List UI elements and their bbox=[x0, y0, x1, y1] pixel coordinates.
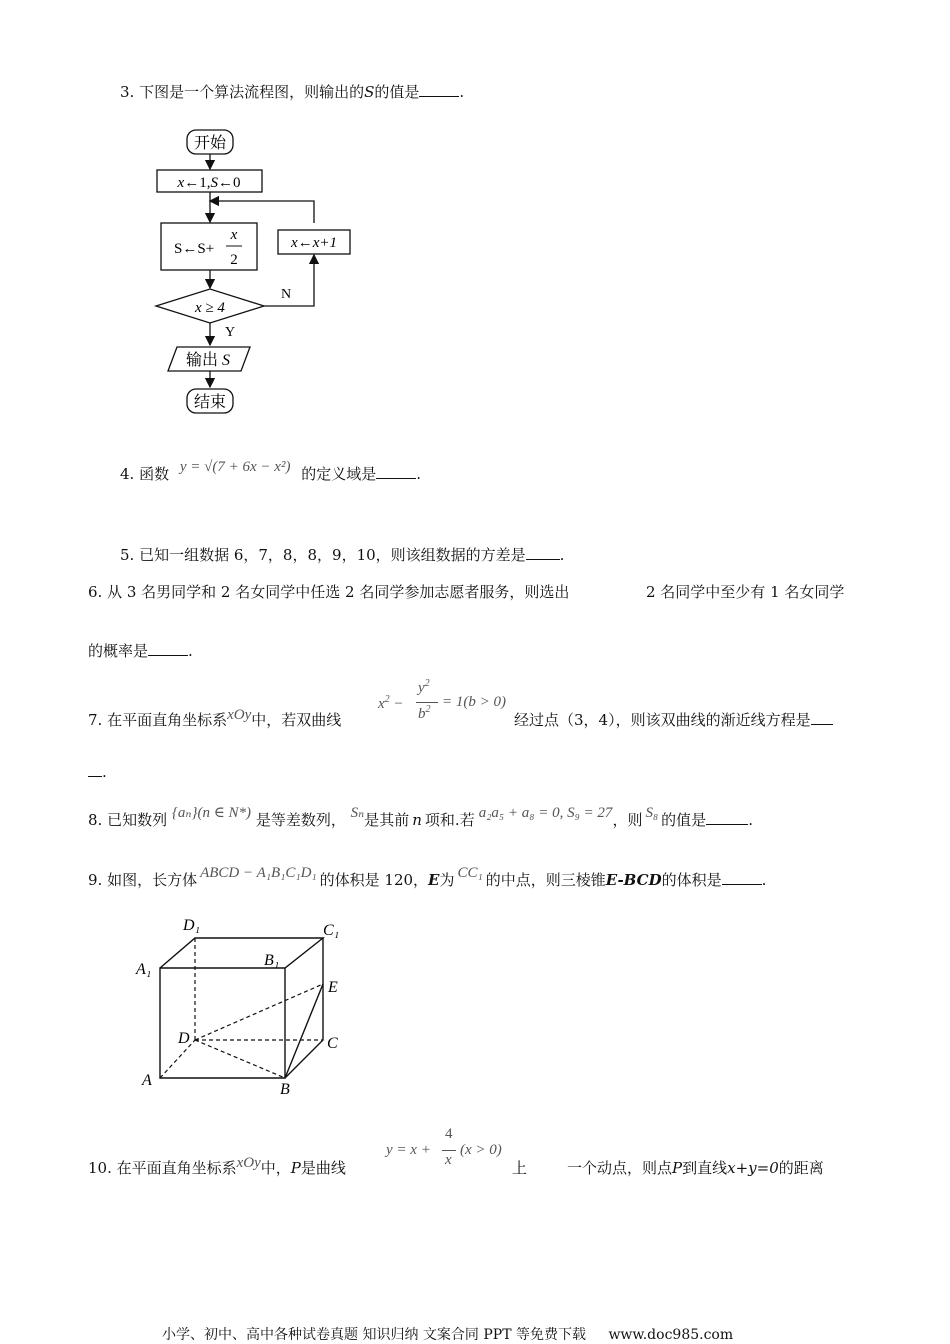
q6-line1b: 2 名同学中至少有 1 名女同学 bbox=[646, 583, 845, 601]
q9-blank bbox=[722, 870, 762, 885]
q4-formula: y = √(7 + 6x − x²) bbox=[179, 459, 291, 475]
q9-edge: CC₁ bbox=[457, 865, 483, 881]
flow-increment-label: x←x+1 bbox=[291, 235, 337, 251]
label-D: D bbox=[178, 1030, 190, 1047]
flow-yes-label: Y bbox=[225, 325, 236, 340]
q6-blank bbox=[148, 641, 188, 656]
q3-var: S bbox=[364, 83, 375, 101]
label-C1: C₁ bbox=[323, 922, 340, 939]
flow-update-label: S←S+ bbox=[174, 241, 215, 257]
label-A1: A₁ bbox=[136, 961, 152, 978]
q7-line: 7. 在平面直角坐标系xOy中，若双曲线 bbox=[88, 707, 342, 729]
flowchart bbox=[150, 125, 370, 420]
q4-line: 4. 函数 y = √(7 + 6x − x²) 的定义域是 . bbox=[120, 459, 422, 483]
flow-frac-num: x bbox=[230, 227, 238, 243]
flow-end-label: 结束 bbox=[193, 394, 227, 411]
q4-blank bbox=[376, 464, 416, 479]
flow-output-label: 输出 S bbox=[185, 350, 231, 369]
q10-line: 10. 在平面直角坐标系xOy中，P是曲线 bbox=[88, 1155, 346, 1177]
q7-blank bbox=[811, 710, 833, 725]
q8-s8: S₈ bbox=[645, 805, 659, 821]
q8-line: 8. 已知数列 {aₙ}(n ∈ N*) 是等差数列， Sₙ是其前 n 项和.若 a₂a₅ + a₈ = 0, S₉ = 27，则 S₈ 的值是 . bbox=[88, 805, 753, 829]
q9-line: 9. 如图，长方体 ABCD − A₁B₁C₁D₁ 的体积是 120，E为 CC₁ 的中点，则三棱锥E-BCD的体积是 . bbox=[88, 865, 767, 889]
q6-line1: 6. 从 3 名男同学和 2 名女同学中任选 2 名同学参加志愿者服务，则选出 bbox=[88, 583, 570, 601]
q7-blank-cont bbox=[88, 762, 102, 777]
q8-sn: Sₙ bbox=[350, 805, 365, 821]
footer-text: 小学、初中、高中各种试卷真题 知识归纳 文案合同 PPT 等免费下载 bbox=[162, 1327, 586, 1343]
q9-solid: ABCD − A₁B₁C₁D₁ bbox=[200, 865, 317, 881]
label-C: C bbox=[327, 1035, 338, 1052]
label-B: B bbox=[280, 1081, 290, 1098]
q5-blank bbox=[526, 545, 560, 560]
q10-coord: xOy bbox=[236, 1155, 261, 1171]
label-A: A bbox=[142, 1072, 152, 1089]
q7-line-tail: 经过点（3，4），则该双曲线的渐近线方程是 bbox=[514, 710, 833, 730]
flow-init-label: x←1,S←0 bbox=[177, 175, 241, 191]
q10-formula: y = x + 4 x (x > 0) bbox=[386, 1126, 502, 1168]
q7-line2: . bbox=[88, 762, 107, 782]
label-B1: B₁ bbox=[264, 952, 280, 969]
label-E: E bbox=[328, 979, 338, 996]
q3-line: 3. 下图是一个算法流程图，则输出的S的值是 . bbox=[120, 83, 465, 101]
flow-no-label: N bbox=[281, 287, 292, 302]
q7-coord: xOy bbox=[227, 707, 252, 723]
flow-start-label: 开始 bbox=[193, 135, 227, 152]
footer-url[interactable]: www.doc985.com bbox=[608, 1327, 734, 1343]
cuboid-figure bbox=[130, 910, 360, 1100]
q8-seq: {aₙ}(n ∈ N*) bbox=[171, 805, 252, 821]
q3-blank bbox=[419, 82, 459, 97]
q7-formula: $x^2$ − $y^2$ $b^2$ = 1(b > 0) bbox=[378, 678, 506, 722]
q6-line2: 的概率是 . bbox=[88, 642, 193, 660]
q8-blank bbox=[706, 810, 748, 825]
flow-condition-label: x ≥ 4 bbox=[195, 300, 225, 316]
flow-frac-den: 2 bbox=[230, 252, 238, 268]
footer bbox=[162, 1324, 733, 1344]
q5-line: 5. 已知一组数据 6，7，8，8，9，10，则该组数据的方差是 . bbox=[120, 546, 565, 564]
q10-line-tail: 上 一个动点，则点P到直线x+y=0的距离 bbox=[512, 1159, 824, 1177]
q8-cond: a₂a₅ + a₈ = 0, S₉ = 27 bbox=[478, 805, 613, 821]
label-D1: D₁ bbox=[183, 917, 201, 934]
